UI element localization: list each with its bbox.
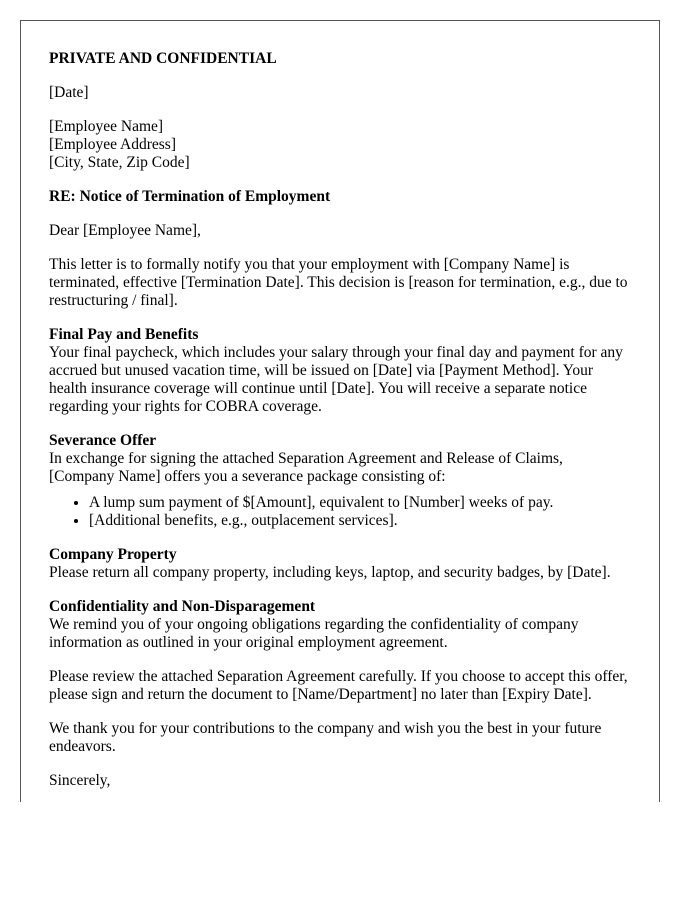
- confidential-label: PRIVATE AND CONFIDENTIAL: [49, 50, 277, 67]
- section-heading: Severance Offer: [49, 432, 157, 449]
- salutation: Dear [Employee Name],: [49, 222, 201, 239]
- subject-line: RE: Notice of Termination of Employment: [49, 188, 331, 205]
- closing: Sincerely,: [49, 772, 111, 789]
- list-item: • A lump sum payment of $[Amount], equivalent to [Number] weeks of pay.: [89, 494, 631, 512]
- section-text: In exchange for signing the attached Separation Agreement and Release of Claims, [Company Name] offers you a severance package consisting of:: [49, 450, 563, 485]
- list-item: • [Additional benefits, e.g., outplacement services].: [89, 512, 631, 530]
- final-pay-section: [49, 326, 631, 416]
- address-line: [Employee Name]: [49, 118, 164, 135]
- property-section: [49, 546, 631, 582]
- letter-body: [21, 21, 659, 790]
- section-heading: Confidentiality and Non-Disparagement: [49, 598, 316, 615]
- intro-paragraph: This letter is to formally notify you that your employment with [Company Name] is terminated, effective [Termination Date]. This decision is [reason for termination, e.g., due to restructuring / final].: [49, 256, 628, 309]
- section-text: Your final paycheck, which includes your salary through your final day and payment for any accrued but unused vacation time, will be issued on [Date] via [Payment Method]. Your health insurance coverage will continue until [Date]. You will receive a separate notice regarding your rights for COBRA coverage.: [49, 344, 623, 415]
- review-paragraph: Please review the attached Separation Agreement carefully. If you choose to accept this offer, please sign and return the document to [Name/Department] no later than [Expiry Date].: [49, 668, 628, 703]
- letter-date: [Date]: [49, 84, 89, 101]
- thanks-paragraph: We thank you for your contributions to the company and wish you the best in your future endeavors.: [49, 720, 602, 755]
- section-heading: Company Property: [49, 546, 177, 563]
- letter-page: [20, 20, 660, 802]
- recipient-address: [49, 118, 631, 172]
- confidentiality-section: [49, 598, 631, 652]
- severance-list: [49, 494, 631, 530]
- address-line: [City, State, Zip Code]: [49, 154, 190, 171]
- severance-section: [49, 432, 631, 486]
- section-heading: Final Pay and Benefits: [49, 326, 199, 343]
- section-text: Please return all company property, including keys, laptop, and security badges, by [Date].: [49, 564, 611, 581]
- section-text: We remind you of your ongoing obligations regarding the confidentiality of company information as outlined in your original employment agreement.: [49, 616, 579, 651]
- address-line: [Employee Address]: [49, 136, 176, 153]
